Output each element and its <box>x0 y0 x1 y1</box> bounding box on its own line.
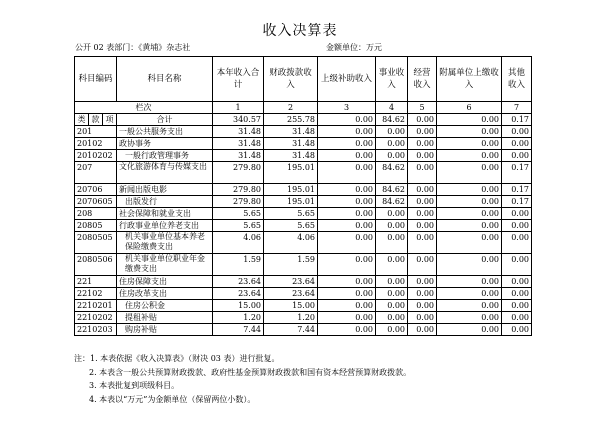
row-value: 0.00 <box>318 300 376 312</box>
row-value: 0.00 <box>318 276 376 288</box>
table-row <box>75 312 532 324</box>
row-value: 0.00 <box>318 324 376 336</box>
row-value: 0.00 <box>502 254 532 276</box>
row-value: 0.00 <box>376 126 408 138</box>
row-value: 0.00 <box>502 150 532 162</box>
row-value: 0.00 <box>376 220 408 232</box>
row-code: 2080506 <box>75 254 117 276</box>
row-value: 0.00 <box>318 254 376 276</box>
row-code: 2210203 <box>75 324 117 336</box>
row-value: 23.64 <box>264 288 318 300</box>
row-value: 0.00 <box>502 312 532 324</box>
row-value: 0.00 <box>437 254 502 276</box>
row-value: 0.00 <box>437 232 502 254</box>
row-code: 20805 <box>75 220 117 232</box>
row-value: 0.00 <box>408 196 437 208</box>
row-value: 1.59 <box>264 254 318 276</box>
index-num: 6 <box>437 102 502 114</box>
row-code: 2070605 <box>75 196 117 208</box>
row-value: 0.00 <box>502 208 532 220</box>
header-col: 财政拨款收入 <box>264 57 318 102</box>
row-name: 新闻出版电影 <box>117 184 213 196</box>
row-value: 0.00 <box>318 208 376 220</box>
row-value: 0.00 <box>408 254 437 276</box>
row-value: 0.00 <box>408 288 437 300</box>
table-row <box>75 232 532 254</box>
row-value: 0.00 <box>437 208 502 220</box>
row-value: 0.00 <box>376 208 408 220</box>
row-value: 0.00 <box>408 324 437 336</box>
table-row <box>75 300 532 312</box>
header-col: 本年收入合计 <box>213 57 264 102</box>
row-value: 0.00 <box>408 276 437 288</box>
row-name: 文化旅游体育与传媒支出 <box>117 162 213 184</box>
row-code: 221 <box>75 276 117 288</box>
row-value: 15.00 <box>264 300 318 312</box>
row-value: 0.00 <box>502 126 532 138</box>
row-value: 0.00 <box>437 150 502 162</box>
header-col: 附属单位上缴收入 <box>437 57 502 102</box>
row-value: 0.00 <box>408 150 437 162</box>
row-value: 0.00 <box>376 254 408 276</box>
table-row <box>75 324 532 336</box>
row-value: 0.00 <box>408 232 437 254</box>
row-code: 2080505 <box>75 232 117 254</box>
header-name: 科目名称 <box>117 57 213 102</box>
note-line: 注：1. 本表依据《收入决算表》（财决 03 表）进行批复。 <box>74 354 280 363</box>
row-value: 0.00 <box>408 184 437 196</box>
index-num: 3 <box>318 102 376 114</box>
notes <box>74 352 411 406</box>
row-value: 0.00 <box>502 300 532 312</box>
row-value: 15.00 <box>213 300 264 312</box>
index-num: 1 <box>213 102 264 114</box>
row-value: 195.01 <box>264 184 318 196</box>
row-value: 279.80 <box>213 196 264 208</box>
row-code: 2210202 <box>75 312 117 324</box>
header-col: 其他收入 <box>502 57 532 102</box>
index-num: 7 <box>502 102 532 114</box>
row-value: 4.06 <box>213 232 264 254</box>
row-value: 0.00 <box>502 232 532 254</box>
row-value: 1.20 <box>213 312 264 324</box>
row-name: 住房改革支出 <box>117 288 213 300</box>
row-value: 0.00 <box>502 324 532 336</box>
row-value: 5.65 <box>213 220 264 232</box>
row-value: 0.00 <box>408 126 437 138</box>
row-value: 195.01 <box>264 196 318 208</box>
table-row <box>75 254 532 276</box>
table-row <box>75 162 532 184</box>
index-num: 2 <box>264 102 318 114</box>
department-label: 公开 02 表部门：《黄埔》杂志社 <box>75 43 191 52</box>
row-value: 0.00 <box>318 150 376 162</box>
row-value: 0.00 <box>437 312 502 324</box>
note-line: 3. 本表批复到项级科目。 <box>89 381 180 390</box>
note-line: 2. 本表含一般公共预算财政拨款、政府性基金预算财政拨款和国有资本经营预算财政拨款。 <box>89 367 412 377</box>
xiang-label: 项 <box>103 114 117 126</box>
row-name: 行政事业单位养老支出 <box>117 220 213 232</box>
header-col: 经营收入 <box>408 57 437 102</box>
row-value: 0.00 <box>318 288 376 300</box>
row-value: 0.00 <box>318 232 376 254</box>
row-value: 0.00 <box>376 150 408 162</box>
row-value: 0.00 <box>318 162 376 184</box>
row-value: 23.64 <box>213 276 264 288</box>
header-code: 科目编码 <box>75 57 117 102</box>
row-value: 31.48 <box>213 126 264 138</box>
row-value: 0.00 <box>376 138 408 150</box>
row-value: 4.06 <box>264 232 318 254</box>
row-value: 84.62 <box>376 184 408 196</box>
total-value: 0.00 <box>408 114 437 126</box>
row-value: 1.20 <box>264 312 318 324</box>
table-row <box>75 138 532 150</box>
row-name: 一般公共服务支出 <box>117 126 213 138</box>
row-value: 0.00 <box>408 300 437 312</box>
total-row <box>75 114 532 126</box>
row-value: 0.00 <box>318 196 376 208</box>
table-row <box>75 220 532 232</box>
lei-label: 类 <box>75 114 89 126</box>
row-code: 20102 <box>75 138 117 150</box>
row-value: 0.00 <box>502 288 532 300</box>
row-value: 195.01 <box>264 162 318 184</box>
row-value: 0.00 <box>376 276 408 288</box>
row-value: 0.00 <box>376 324 408 336</box>
row-value: 5.65 <box>264 208 318 220</box>
row-value: 0.00 <box>408 220 437 232</box>
row-name: 住房保障支出 <box>117 276 213 288</box>
row-value: 0.00 <box>376 300 408 312</box>
row-value: 0.00 <box>437 162 502 184</box>
note-line: 4. 本表以“万元”为金额单位（保留两位小数）。 <box>89 394 256 404</box>
row-value: 7.44 <box>213 324 264 336</box>
row-name: 出版发行 <box>117 196 213 208</box>
row-name: 机关事业单位职业年金缴费支出 <box>117 254 213 276</box>
row-value: 0.00 <box>376 312 408 324</box>
total-value: 0.00 <box>318 114 376 126</box>
row-name: 一般行政管理事务 <box>117 150 213 162</box>
row-value: 0.00 <box>376 288 408 300</box>
table-row <box>75 208 532 220</box>
row-value: 279.80 <box>213 162 264 184</box>
row-value: 84.62 <box>376 196 408 208</box>
row-name: 社会保障和就业支出 <box>117 208 213 220</box>
table-row <box>75 184 532 196</box>
row-name: 住房公积金 <box>117 300 213 312</box>
total-value: 255.78 <box>264 114 318 126</box>
total-value: 0.00 <box>437 114 502 126</box>
unit-label: 金额单位：万元 <box>326 43 382 52</box>
table-row <box>75 276 532 288</box>
row-value: 31.48 <box>264 138 318 150</box>
row-value: 31.48 <box>264 150 318 162</box>
table-row <box>75 288 532 300</box>
row-value: 0.00 <box>437 184 502 196</box>
row-value: 0.00 <box>502 276 532 288</box>
row-code: 2210201 <box>75 300 117 312</box>
page-title: 收入决算表 <box>262 23 338 39</box>
total-value: 340.57 <box>213 114 264 126</box>
row-value: 0.00 <box>408 208 437 220</box>
total-value: 84.62 <box>376 114 408 126</box>
row-value: 0.00 <box>437 324 502 336</box>
row-value: 0.00 <box>408 162 437 184</box>
table-row <box>75 150 532 162</box>
row-value: 0.00 <box>437 288 502 300</box>
row-value: 0.00 <box>318 138 376 150</box>
table-row <box>75 196 532 208</box>
row-value: 279.80 <box>213 184 264 196</box>
index-num: 5 <box>408 102 437 114</box>
row-value: 0.00 <box>437 276 502 288</box>
row-value: 5.65 <box>264 220 318 232</box>
row-value: 0.00 <box>318 312 376 324</box>
row-value: 0.00 <box>408 312 437 324</box>
row-value: 7.44 <box>264 324 318 336</box>
row-name: 政协事务 <box>117 138 213 150</box>
row-value: 0.00 <box>437 220 502 232</box>
row-value: 1.59 <box>213 254 264 276</box>
row-value: 0.00 <box>437 196 502 208</box>
index-row <box>75 102 532 114</box>
row-value: 31.48 <box>213 138 264 150</box>
total-value: 0.17 <box>502 114 532 126</box>
header-row <box>75 57 532 102</box>
row-value: 31.48 <box>264 126 318 138</box>
row-code: 208 <box>75 208 117 220</box>
row-value: 0.00 <box>318 184 376 196</box>
income-table <box>74 56 532 336</box>
row-code: 201 <box>75 126 117 138</box>
row-value: 0.00 <box>318 220 376 232</box>
row-code: 22102 <box>75 288 117 300</box>
row-value: 0.00 <box>437 300 502 312</box>
header-col: 上级补助收入 <box>318 57 376 102</box>
row-code: 2010202 <box>75 150 117 162</box>
index-label: 栏次 <box>75 102 213 114</box>
row-value: 5.65 <box>213 208 264 220</box>
row-value: 0.00 <box>437 138 502 150</box>
row-value: 0.00 <box>318 126 376 138</box>
kuan-label: 款 <box>89 114 103 126</box>
row-value: 31.48 <box>213 150 264 162</box>
row-code: 20706 <box>75 184 117 196</box>
row-value: 0.00 <box>502 220 532 232</box>
row-name: 机关事业单位基本养老保险缴费支出 <box>117 232 213 254</box>
row-value: 0.17 <box>502 196 532 208</box>
row-value: 0.00 <box>437 126 502 138</box>
header-col: 事业收入 <box>376 57 408 102</box>
row-name: 提租补贴 <box>117 312 213 324</box>
row-value: 0.17 <box>502 162 532 184</box>
total-label: 合计 <box>117 114 213 126</box>
table-row <box>75 126 532 138</box>
row-value: 0.17 <box>502 184 532 196</box>
index-num: 4 <box>376 102 408 114</box>
row-value: 0.00 <box>376 232 408 254</box>
row-value: 23.64 <box>264 276 318 288</box>
row-name: 购房补贴 <box>117 324 213 336</box>
row-value: 84.62 <box>376 162 408 184</box>
row-value: 0.00 <box>502 138 532 150</box>
row-code: 207 <box>75 162 117 184</box>
row-value: 23.64 <box>213 288 264 300</box>
row-value: 0.00 <box>408 138 437 150</box>
